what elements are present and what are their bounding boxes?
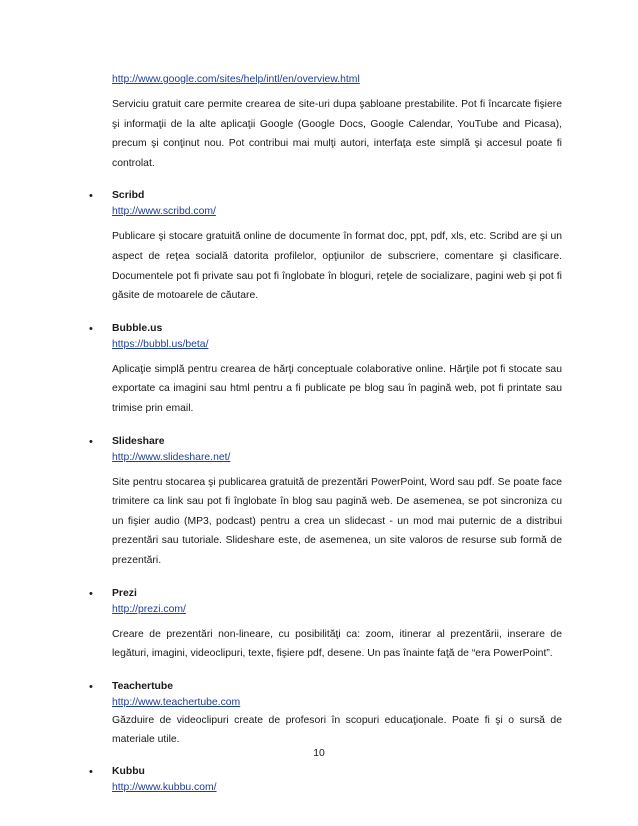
entry-link[interactable]: http://prezi.com/ [112,603,186,615]
bullet-icon: • [89,322,93,335]
entry-description: Publicare şi stocare gratuită online de documente în format doc, ppt, pdf, xls, etc. Scribd are şi un aspect de reţea socială datorita profilelor, opţiunilor de subscriere, comentare şi clasificare. Documentele pot fi private sau pot fi înglobate în bloguri, reţele de socializare, pagini web şi pot fi găsite de motoarele de căutare. [112,231,562,302]
intro-description: Serviciu gratuit care permite crearea de site-uri dupa şabloane prestabilite. Pot fi încarcate fişiere şi informaţii de la alte aplicaţii Google (Google Docs, Google Calendar, YouTube and Picasa), precum şi conţinut nou. Pot contribui mai mulţi autori, interfaţa este simplă şi accesul poate fi controlat. [112,99,562,169]
entry-kubbu [89,764,562,796]
bullet-icon: • [89,190,93,203]
entry-bubble-us [89,321,562,419]
bullet-icon: • [89,765,93,778]
entry-description: Site pentru stocarea şi publicarea gratuită de prezentări PowerPoint, Word sau pdf. Se poate face trimitere ca link sau pot fi înglobate în blog sau pagină web. De asemenea, se pot sincroniza cu un fişier audio (MP3, podcast) pentru a crea un slidecast - un mod mai puternic de a distribui prezentări sau tutoriale. Slideshare este, de asemenea, un site valoros de resurse sub formă de prezentări. [112,476,562,566]
bullet-icon: • [89,680,93,693]
entry-link[interactable]: http://www.kubbu.com/ [112,781,217,793]
entry-title: Slideshare [112,435,165,447]
entry-title: Teachertube [112,680,174,692]
entry-link[interactable]: https://bubbl.us/beta/ [112,338,209,350]
entry-description: Aplicaţie simplă pentru crearea de hărţi conceptuale colaborative online. Hărţile pot fi stocate sau exportate ca imagini sau html pentru a fi publicate pe blog sau în pagină web, pot fi printate sau trimise prin email. [112,363,562,414]
intro-link[interactable]: http://www.google.com/sites/help/intl/en/overview.html [112,74,360,85]
entry-title: Kubbu [112,765,145,777]
entry-title: Bubble.us [112,322,163,334]
bullet-icon: • [89,587,93,600]
entry-description: Găzduire de videoclipuri create de profesori în scopuri educaţionale. Poate fi şi o sursă de materiale utile. [112,714,562,745]
entry-slideshare [89,434,562,571]
page-number: 10 [313,748,325,759]
entry-link[interactable]: http://www.slideshare.net/ [112,451,231,463]
entry-title: Scribd [112,190,145,202]
page-content [89,72,562,796]
entry-description: Creare de prezentări non-lineare, cu posibilităţi ca: zoom, itinerar al prezentării, inserare de legături, imagini, videoclipuri, texte, fişiere pdf, desene. Un pas înainte faţă de “era PowerPoint”. [112,628,562,660]
entry-scribd [89,188,562,305]
entry-title: Prezi [112,587,137,599]
entry-link[interactable]: http://www.scribd.com/ [112,206,216,218]
entry-prezi [89,586,562,664]
entry-teachertube [89,679,562,749]
bullet-icon: • [89,435,93,448]
entry-link[interactable]: http://www.teachertube.com [112,696,241,708]
